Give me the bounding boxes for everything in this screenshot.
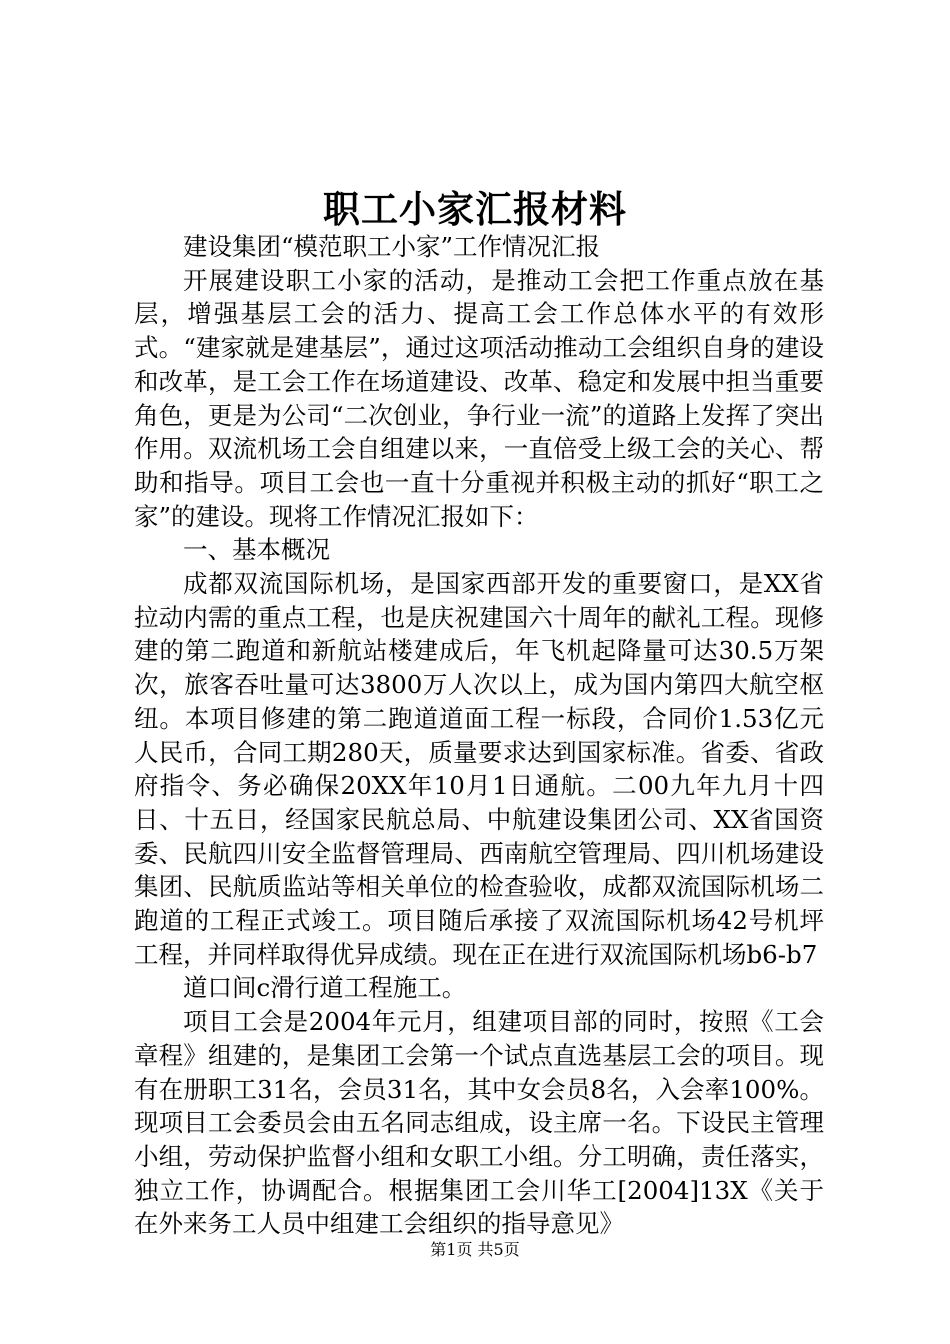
page-footer: 第1页 共5页 bbox=[430, 1240, 520, 1259]
report-heading: 建设集团“模范职工小家”工作情况汇报 bbox=[183, 232, 601, 261]
document-body bbox=[134, 230, 824, 1241]
intro-paragraph: 开展建设职工小家的活动，是推动工会把工作重点放在基层，增强基层工会的活力、提高工会工作总体水平的有效形式。“建家就是建基层”，通过这项活动推动工会组织自身的建设和改革，是工会工作在场道建设、改革、稳定和发展中担当重要角色，更是为公司“二次创业，争行业一流”的道路上发挥了突出作用。双流机场工会自组建以来，一直倍受上级工会的关心、帮助和指导。项目工会也一直十分重视并积极主动的抓好“职工之家”的建设。现将工作情况汇报如下： bbox=[134, 265, 824, 531]
overview-paragraph: 成都双流国际机场，是国家西部开发的重要窗口，是XX省拉动内需的重点工程，也是庆祝建国六十周年的献礼工程。现修建的第二跑道和新航站楼建成后，年飞机起降量可达30.5万架次，旅客吞吐量可达3800万人次以上，成为国内第四大航空枢纽。本项目修建的第二跑道道面工程一标段，合同价1.53亿元人民币，合同工期280天，质量要求达到国家标准。省委、省政府指令、务必确保20XX年10月1日通航。二00九年九月十四日、十五日，经国家民航总局、中航建设集团公司、XX省国资委、民航四川安全监督管理局、西南航空管理局、四川机场建设集团、民航质监站等相关单位的检查验收，成都双流国际机场二跑道的工程正式竣工。项目随后承接了双流国际机场42号机坪工程，并同样取得优异成绩。现在正在进行双流国际机场b6-b7 bbox=[134, 569, 824, 969]
union-paragraph: 项目工会是2004年元月，组建项目部的同时，按照《工会章程》组建的，是集团工会第一个试点直选基层工会的项目。现有在册职工31名，会员31名，其中女会员8名，入会率100%。现项目工会委员会由五名同志组成，设主席一名。下设民主管理小组，劳动保护监督小组和女职工小组。分工明确，责任落实，独立工作，协调配合。根据集团工会川华工[2004]13X《关于在外来务工人员中组建工会组织的指导意见》 bbox=[134, 1007, 824, 1239]
section-heading: 一、基本概况 bbox=[183, 535, 330, 565]
continuation-paragraph: 道口间c滑行道工程施工。 bbox=[183, 973, 467, 1003]
document-title: 职工小家汇报材料 bbox=[323, 187, 627, 231]
